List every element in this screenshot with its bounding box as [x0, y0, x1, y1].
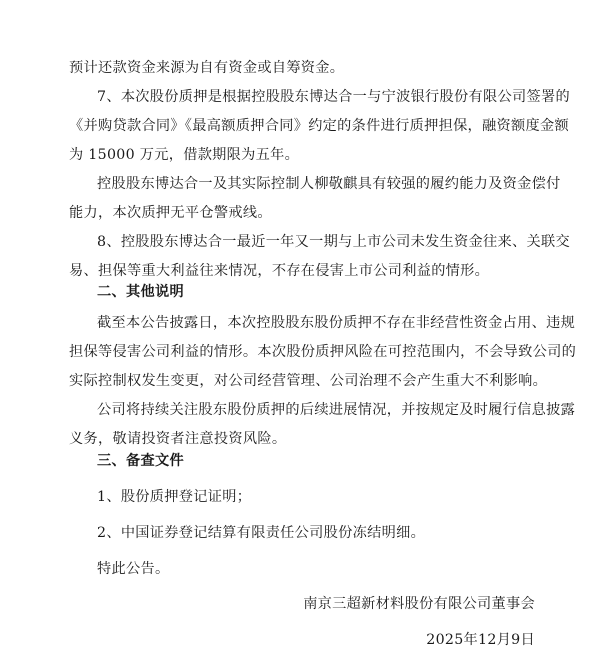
closing-text: 特此公告。: [97, 561, 170, 577]
paragraph-7-line: 《并购贷款合同》《最高额质押合同》约定的条件进行质押担保，融资额度金额: [69, 118, 569, 134]
paragraph-7-line: 7、本次股份质押是根据控股股东博达合一与宁波银行股份有限公司签署的: [97, 89, 570, 105]
section-2-p1-line: 实际控制权发生变更，对公司经营管理、公司治理不会产生重大不利影响。: [69, 373, 548, 389]
paragraph-8-line: 易、担保等重大利益往来情况，不存在侵害上市公司利益的情形。: [69, 263, 490, 279]
paragraph-control-line: 能力，本次质押无平仓警戒线。: [69, 205, 272, 221]
date: 2025年12月9日: [426, 632, 535, 648]
section-3-heading: 三、备查文件: [97, 453, 184, 469]
section-2-heading: 二、其他说明: [97, 284, 184, 300]
attachment-item: 2、中国证券登记结算有限责任公司股份冻结明细。: [97, 525, 426, 541]
signature: 南京三超新材料股份有限公司董事会: [303, 596, 535, 612]
section-2-p2-line: 义务，敬请投资者注意投资风险。: [69, 431, 287, 447]
paragraph-7-line: 为 15000 万元，借款期限为五年。: [69, 147, 300, 163]
paragraph-control-line: 控股股东博达合一及其实际控制人柳敬麒具有较强的履约能力及资金偿付: [97, 176, 561, 192]
section-2-p1-line: 截至本公告披露日，本次控股股东股份质押不存在非经营性资金占用、违规: [97, 315, 576, 331]
section-2-p1-line: 担保等侵害公司利益的情形。本次股份质押风险在可控范围内，不会导致公司的: [69, 344, 577, 360]
paragraph-8-line: 8、控股股东博达合一最近一年又一期与上市公司未发生资金往来、关联交: [97, 234, 570, 250]
paragraph-line: 预计还款资金来源为自有资金或自筹资金。: [69, 60, 345, 76]
section-2-p2-line: 公司将持续关注股东股份质押的后续进展情况，并按规定及时履行信息披露: [97, 402, 576, 418]
attachment-item: 1、股份质押登记证明；: [97, 489, 252, 505]
